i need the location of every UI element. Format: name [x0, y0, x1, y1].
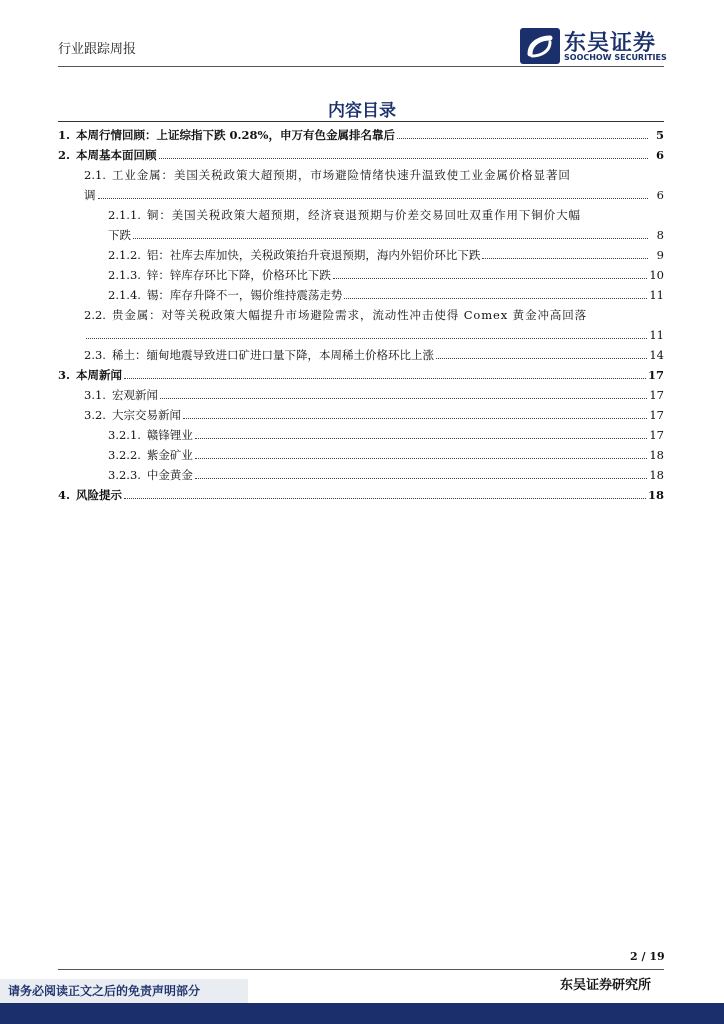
dot-leader — [124, 378, 646, 379]
toc-entry-page: 10 — [649, 268, 664, 282]
toc-entry-page: 14 — [649, 348, 664, 362]
dot-leader — [344, 298, 647, 299]
toc-entry-text: 工业金属：美国关税政策大超预期，市场避险情绪快速升温致使工业金属价格显著回 — [111, 168, 571, 182]
toc-entry-text: 大宗交易新闻 — [111, 408, 181, 422]
dot-leader — [133, 238, 648, 239]
toc-title-divider — [58, 121, 664, 122]
dot-leader — [98, 198, 649, 199]
toc-entry-text: 锡：库存升降不一，锡价维持震荡走势 — [146, 288, 343, 302]
footer-divider — [58, 969, 664, 970]
toc-entry-page: 18 — [649, 448, 664, 462]
toc-entry-text-continued: 调 — [84, 188, 96, 202]
footer-bar — [0, 1003, 724, 1024]
toc-entry-page: 17 — [649, 428, 664, 442]
dot-leader — [195, 478, 647, 479]
toc-entry-text: 本周基本面回顾 — [76, 148, 157, 162]
toc-entry[interactable] — [58, 165, 664, 205]
dot-leader — [195, 458, 647, 459]
toc-entry[interactable] — [58, 365, 664, 385]
toc-entry-number: 1. — [58, 128, 71, 142]
toc-entry-number: 2.2. — [84, 308, 106, 322]
toc-entry-number: 2.1.1. — [108, 208, 141, 222]
toc-entry-text: 赣锋锂业 — [146, 428, 193, 442]
toc-entry-number: 2.1. — [84, 168, 106, 182]
disclaimer-banner: 请务必阅读正文之后的免责声明部分 — [0, 979, 248, 1003]
dot-leader — [195, 438, 647, 439]
toc-entry[interactable] — [58, 125, 664, 145]
toc-entry-page: 11 — [649, 288, 664, 302]
toc-entry-page: 17 — [649, 408, 664, 422]
toc-title: 内容目录 — [328, 101, 396, 121]
logo-mark-icon — [520, 28, 560, 64]
toc-entry-text: 贵金属：对等关税政策大幅提升市场避险需求，流动性冲击使得 Comex 黄金冲高回落 — [111, 308, 588, 322]
footer-organization: 东吴证券研究所 — [560, 978, 652, 993]
toc-entry-text: 稀土：缅甸地震导致进口矿进口量下降，本周稀土价格环比上涨 — [111, 348, 434, 362]
toc-entry[interactable] — [58, 205, 664, 245]
toc-entry-text: 紫金矿业 — [146, 448, 193, 462]
toc-entry[interactable] — [58, 385, 664, 405]
toc-entry[interactable] — [58, 245, 664, 265]
logo-name: 东吴证券 — [564, 31, 657, 56]
toc-entry-page: 11 — [649, 328, 664, 342]
toc-entry[interactable] — [58, 465, 664, 485]
toc-entry[interactable] — [58, 445, 664, 465]
toc-entry-text: 宏观新闻 — [111, 388, 158, 402]
dot-leader — [397, 138, 648, 139]
toc-entry[interactable] — [58, 265, 664, 285]
table-of-contents — [58, 125, 664, 505]
toc-entry-number: 3.2. — [84, 408, 106, 422]
toc-entry-page: 17 — [647, 368, 664, 382]
toc-entry-page: 8 — [656, 228, 664, 242]
toc-entry-page: 5 — [655, 128, 664, 142]
toc-entry-page: 6 — [655, 148, 664, 162]
toc-entry-number: 2.1.2. — [108, 248, 141, 262]
dot-leader — [482, 258, 648, 259]
report-type-label: 行业跟踪周报 — [58, 42, 137, 57]
toc-entry-number: 3. — [58, 368, 71, 382]
logo-subtitle: SOOCHOW SECURITIES — [564, 53, 667, 62]
dot-leader — [159, 158, 648, 159]
toc-entry-number: 2.1.4. — [108, 288, 141, 302]
toc-entry-number: 3.2.3. — [108, 468, 141, 482]
dot-leader — [333, 278, 647, 279]
toc-entry[interactable] — [58, 305, 664, 345]
toc-entry-text: 本周新闻 — [76, 368, 123, 382]
toc-entry-text: 铝：社库去库加快，关税政策抬升衰退预期，海内外铝价环比下跌 — [146, 248, 481, 262]
toc-entry[interactable] — [58, 285, 664, 305]
toc-entry[interactable] — [58, 405, 664, 425]
toc-entry-text: 锌：锌库存环比下降，价格环比下跌 — [146, 268, 331, 282]
company-logo — [520, 26, 680, 66]
toc-entry[interactable] — [58, 345, 664, 365]
toc-entry[interactable] — [58, 425, 664, 445]
toc-entry[interactable] — [58, 485, 664, 505]
toc-entry-page: 17 — [649, 388, 664, 402]
toc-entry-number: 3.2.2. — [108, 448, 141, 462]
toc-entry-text: 风险提示 — [76, 488, 123, 502]
toc-entry-number: 3.2.1. — [108, 428, 141, 442]
dot-leader — [436, 358, 647, 359]
toc-entry[interactable] — [58, 145, 664, 165]
toc-entry-number: 3.1. — [84, 388, 106, 402]
toc-entry-text-continued: 下跌 — [108, 228, 131, 242]
toc-entry-page: 9 — [656, 248, 664, 262]
toc-entry-text: 铜：美国关税政策大超预期，经济衰退预期与价差交易回吐双重作用下铜价大幅 — [146, 208, 581, 222]
toc-entry-page: 18 — [649, 468, 664, 482]
toc-entry-text: 本周行情回顾：上证综指下跌 0.28%，申万有色金属排名靠后 — [76, 128, 395, 142]
toc-entry-text: 中金黄金 — [146, 468, 193, 482]
toc-entry-number: 2.1.3. — [108, 268, 141, 282]
dot-leader — [183, 418, 647, 419]
dot-leader — [160, 398, 647, 399]
dot-leader — [124, 498, 646, 499]
toc-entry-number: 2.3. — [84, 348, 106, 362]
toc-entry-number: 4. — [58, 488, 71, 502]
header-divider — [58, 66, 664, 67]
page-indicator: 2 / 19 — [630, 950, 665, 963]
dot-leader — [86, 338, 647, 339]
toc-entry-number: 2. — [58, 148, 71, 162]
toc-entry-page: 6 — [656, 188, 664, 202]
toc-entry-page: 18 — [647, 488, 664, 502]
